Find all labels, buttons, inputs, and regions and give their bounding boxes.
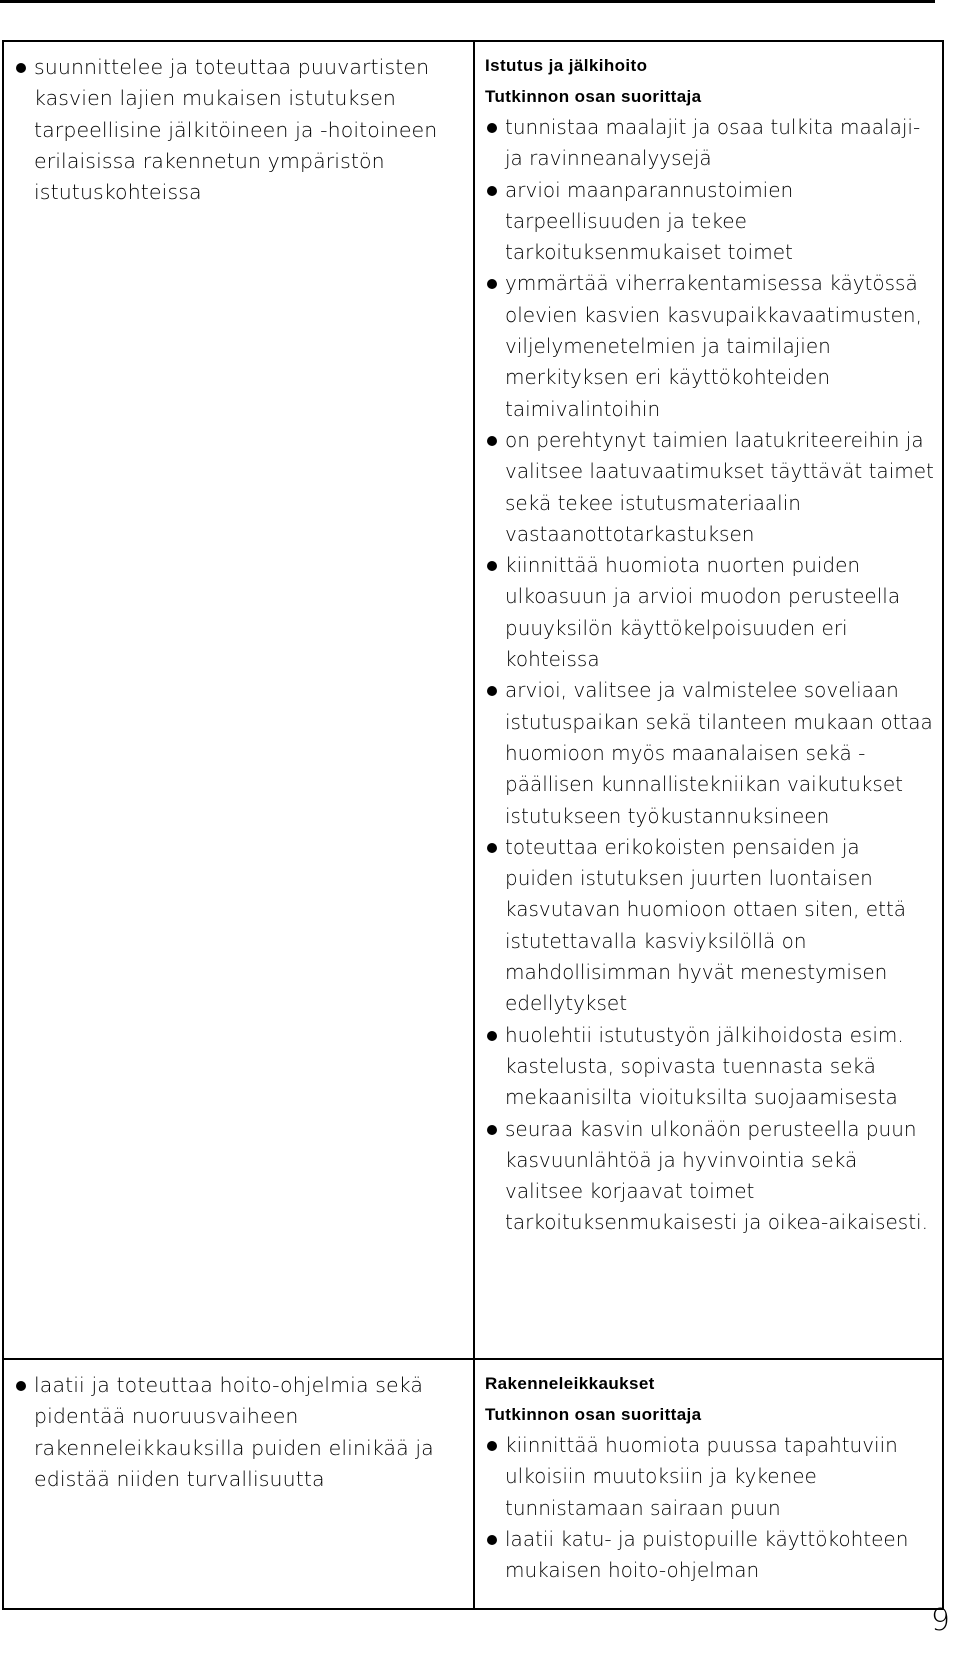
top-rule (0, 0, 935, 3)
section-subheading: Tutkinnon osan suorittaja (485, 1405, 702, 1424)
table-row (3, 1359, 943, 1609)
list-item: huolehtii istutustyön jälkihoidosta esim. kastelusta, sopivasta tuennasta sekä mekaanisilta vioituksilta suojaamisesta (485, 1020, 934, 1114)
list-item: on perehtynyt taimien laatukriteereihin ja valitsee laatuvaatimukset täyttävät taimet sekä tekee istutusmateriaalin vastaanottotarkastuksen (485, 425, 934, 550)
list-item: arvioi maanparannustoimien tarpeellisuuden ja tekee tarkoituksenmukaiset toimet (485, 175, 934, 269)
list-item: kiinnittää huomiota puussa tapahtuviin ulkoisiin muutoksiin ja kykenee tunnistamaan sairaan puun (485, 1430, 934, 1524)
left-cell (3, 41, 474, 1359)
page-number: 9 (930, 1603, 950, 1638)
criteria-table (2, 40, 944, 1610)
right-list (485, 1430, 934, 1586)
section-heading: Rakenneleikkaukset (485, 1374, 655, 1393)
right-cell (474, 41, 943, 1359)
list-item: toteuttaa erikokoisten pensaiden ja puiden istutuksen juurten luontaisen kasvutavan huomioon ottaen siten, että istutettavalla kasviyksilöllä on mahdollisimman hyvät menestymisen edellytykset (485, 832, 934, 1020)
list-item: tunnistaa maalajit ja osaa tulkita maalaji- ja ravinneanalyysejä (485, 112, 934, 175)
left-list (14, 52, 465, 208)
list-item: seuraa kasvin ulkonäön perusteella puun kasvuunlähtöä ja hyvinvointia sekä valitsee korjaavat toimet tarkoituksenmukaisesti ja oikea-aikaisesti. (485, 1114, 934, 1239)
list-item: kiinnittää huomiota nuorten puiden ulkoasuun ja arvioi muodon perusteella puuyksilön käyttökelpoisuuden eri kohteissa (485, 550, 934, 675)
right-cell (474, 1359, 943, 1609)
left-list (14, 1370, 465, 1495)
left-cell (3, 1359, 474, 1609)
section-heading: Istutus ja jälkihoito (485, 56, 648, 75)
table-row (3, 41, 943, 1359)
list-item: arvioi, valitsee ja valmistelee soveliaan istutuspaikan sekä tilanteen mukaan ottaa huomioon myös maanalaisen sekä -päällisen kunnallistekniikan vaikutukset istutukseen työkustannuksineen (485, 675, 934, 831)
list-item: laatii ja toteuttaa hoito-ohjelmia sekä pidentää nuoruusvaiheen rakenneleikkauksilla puiden elinikää ja edistää niiden turvallisuutta (14, 1370, 465, 1495)
list-item: ymmärtää viherrakentamisessa käytössä olevien kasvien kasvupaikkavaatimusten, viljelymenetelmien ja taimilajien merkityksen eri käyttökohteiden taimivalintoihin (485, 268, 934, 424)
section-subheading: Tutkinnon osan suorittaja (485, 87, 702, 106)
list-item: suunnittelee ja toteuttaa puuvartisten kasvien lajien mukaisen istutuksen tarpeellisine jälkitöineen ja -hoitoineen erilaisissa rakennetun ympäristön istutuskohteissa (14, 52, 465, 208)
list-item: laatii katu- ja puistopuille käyttökohteen mukaisen hoito-ohjelman (485, 1524, 934, 1587)
right-list (485, 112, 934, 1239)
